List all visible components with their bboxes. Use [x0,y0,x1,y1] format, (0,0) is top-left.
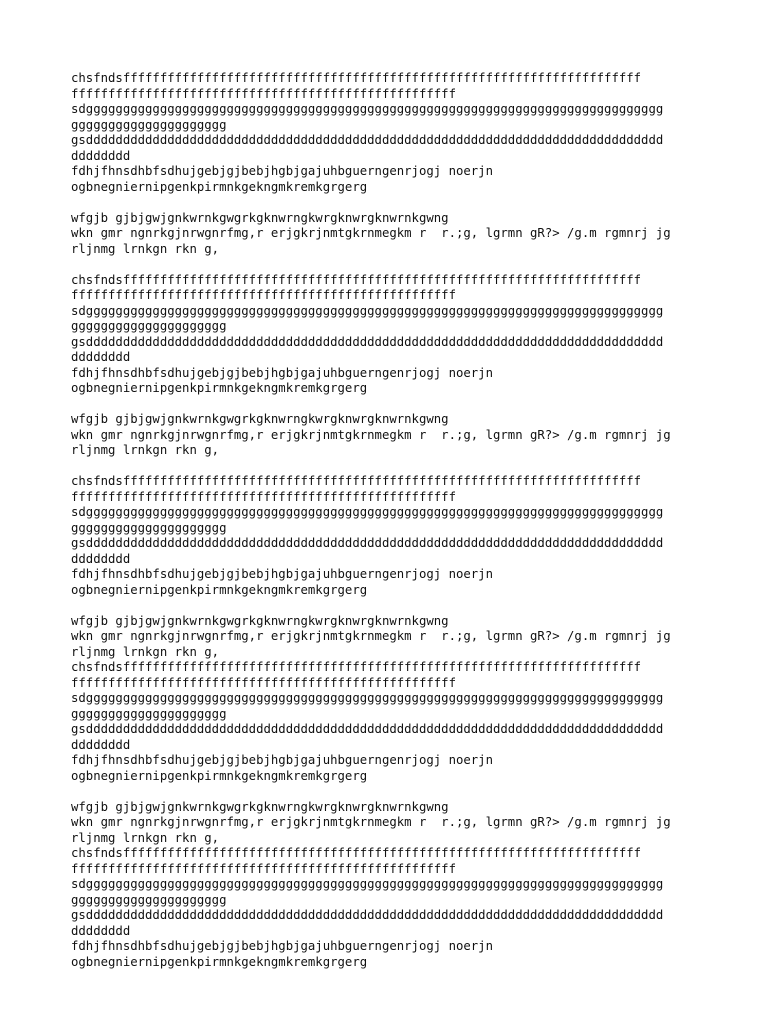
text-line: dddddddd [71,551,131,566]
text-line: fdhjfhnsdhbfsdhujgebjgjbebjhgbjgajuhbguerngenrjogj noerjn [71,567,493,581]
text-line: ffffffffffffffffffffffffffffffffffffffffffffffffffff [71,489,456,504]
text-line: ffffffffffffffffffffffffffffffffffffffffffffffffffff [71,675,456,690]
text-line: wkn gmr ngnrkgjnrwgnrfmg,r erjgkrjnmtgkrnmegkm r r.;g, lgrmn gR?> /g.m rgmnrj jg [71,427,671,442]
text-line: gsdddddddddddddddddddddddddddddddddddddddddddddddddddddddddddddddddddddddddddddd [71,334,664,349]
paragraph-spacer [71,257,711,273]
text-line: dddddddd [71,737,131,752]
text-paragraph [71,412,711,459]
text-line: ggggggggggggggggggggg [71,319,227,333]
text-line: sdgggggggggggggggggggggggggggggggggggggggggggggggggggggggggggggggggggggggggggggg [71,505,664,519]
text-line: gsdddddddddddddddddddddddddddddddddddddddddddddddddddddddddddddddddddddddddddddd [71,722,664,736]
text-line: ogbnegniernipgenkpirmnkgekngmkremkgrgerg [71,179,368,194]
paragraph-spacer [71,598,711,614]
text-line: wfgjb gjbjgwjgnkwrnkgwgrkgknwrngkwrgknwrgknwrnkgwng [71,210,449,225]
text-line: ffffffffffffffffffffffffffffffffffffffffffffffffffff [71,86,456,101]
text-line: ggggggggggggggggggggg [71,892,227,907]
text-line: ogbnegniernipgenkpirmnkgekngmkremkgrgerg [71,768,368,783]
text-line: ogbnegniernipgenkpirmnkgekngmkremkgrgerg [71,582,368,597]
text-line: dddddddd [71,350,131,364]
text-line: dddddddd [71,923,131,938]
text-line: chsfndsffffffffffffffffffffffffffffffffffffffffffffffffffffffffffffffffffffff [71,71,642,85]
text-line: fdhjfhnsdhbfsdhujgebjgjbebjhgbjgajuhbguerngenrjogj noerjn [71,365,493,380]
text-line: wkn gmr ngnrkgjnrwgnrfmg,r erjgkrjnmtgkrnmegkm r r.;g, lgrmn gR?> /g.m rgmnrj jg [71,226,671,240]
paragraph-spacer [71,784,711,800]
text-line: rljnmg lrnkgn rkn g, [71,830,220,845]
text-line: ggggggggggggggggggggg [71,706,227,721]
text-line: fdhjfhnsdhbfsdhujgebjgjbebjhgbjgajuhbguerngenrjogj noerjn [71,753,493,767]
text-line: gsdddddddddddddddddddddddddddddddddddddddddddddddddddddddddddddddddddddddddddddd [71,133,664,147]
text-line: ogbnegniernipgenkpirmnkgekngmkremkgrgerg [71,381,368,395]
text-line: sdgggggggggggggggggggggggggggggggggggggggggggggggggggggggggggggggggggggggggggggg [71,102,664,116]
text-paragraph [71,474,711,598]
text-line: wfgjb gjbjgwjgnkwrnkgwgrkgknwrngkwrgknwrgknwrnkgwng [71,613,449,628]
text-line: rljnmg lrnkgn rkn g, [71,443,220,457]
text-line: ffffffffffffffffffffffffffffffffffffffffffffffffffff [71,861,456,876]
document-page [71,71,711,970]
text-line: fdhjfhnsdhbfsdhujgebjgjbebjhgbjgajuhbguerngenrjogj noerjn [71,939,493,953]
text-line: chsfndsffffffffffffffffffffffffffffffffffffffffffffffffffffffffffffffffffffff [71,272,642,287]
paragraph-spacer [71,195,711,211]
paragraph-spacer [71,459,711,475]
text-line: gsdddddddddddddddddddddddddddddddddddddddddddddddddddddddddddddddddddddddddddddd [71,908,664,922]
text-paragraph [71,273,711,397]
paragraph-spacer [71,397,711,413]
text-line: ffffffffffffffffffffffffffffffffffffffffffffffffffff [71,288,456,302]
text-paragraph [71,211,711,258]
text-line: chsfndsffffffffffffffffffffffffffffffffffffffffffffffffffffffffffffffffffffff [71,846,642,860]
text-line: sdgggggggggggggggggggggggggggggggggggggggggggggggggggggggggggggggggggggggggggggg [71,691,664,705]
text-line: fdhjfhnsdhbfsdhujgebjgjbebjhgbjgajuhbguerngenrjogj noerjn [71,164,493,178]
text-line: wfgjb gjbjgwjgnkwrnkgwgrkgknwrngkwrgknwrgknwrnkgwng [71,799,449,814]
text-paragraph [71,71,711,195]
text-line: wkn gmr ngnrkgjnrwgnrfmg,r erjgkrjnmtgkrnmegkm r r.;g, lgrmn gR?> /g.m rgmnrj jg [71,629,671,643]
text-line: ggggggggggggggggggggg [71,117,227,132]
text-line: ggggggggggggggggggggg [71,520,227,535]
text-line: rljnmg lrnkgn rkn g, [71,644,220,659]
text-line: dddddddd [71,148,131,163]
text-line: wkn gmr ngnrkgjnrwgnrfmg,r erjgkrjnmtgkrnmegkm r r.;g, lgrmn gR?> /g.m rgmnrj jg [71,815,671,829]
text-line: rljnmg lrnkgn rkn g, [71,241,220,256]
text-line: chsfndsffffffffffffffffffffffffffffffffffffffffffffffffffffffffffffffffffffff [71,474,642,488]
text-line: sdgggggggggggggggggggggggggggggggggggggggggggggggggggggggggggggggggggggggggggggg [71,877,664,891]
text-paragraph [71,800,711,971]
text-line: chsfndsffffffffffffffffffffffffffffffffffffffffffffffffffffffffffffffffffffff [71,660,642,674]
text-line: sdgggggggggggggggggggggggggggggggggggggggggggggggggggggggggggggggggggggggggggggg [71,303,664,318]
text-line: ogbnegniernipgenkpirmnkgekngmkremkgrgerg [71,954,368,969]
text-paragraph [71,614,711,785]
text-line: wfgjb gjbjgwjgnkwrnkgwgrkgknwrngkwrgknwrgknwrnkgwng [71,412,449,426]
text-line: gsdddddddddddddddddddddddddddddddddddddddddddddddddddddddddddddddddddddddddddddd [71,536,664,550]
